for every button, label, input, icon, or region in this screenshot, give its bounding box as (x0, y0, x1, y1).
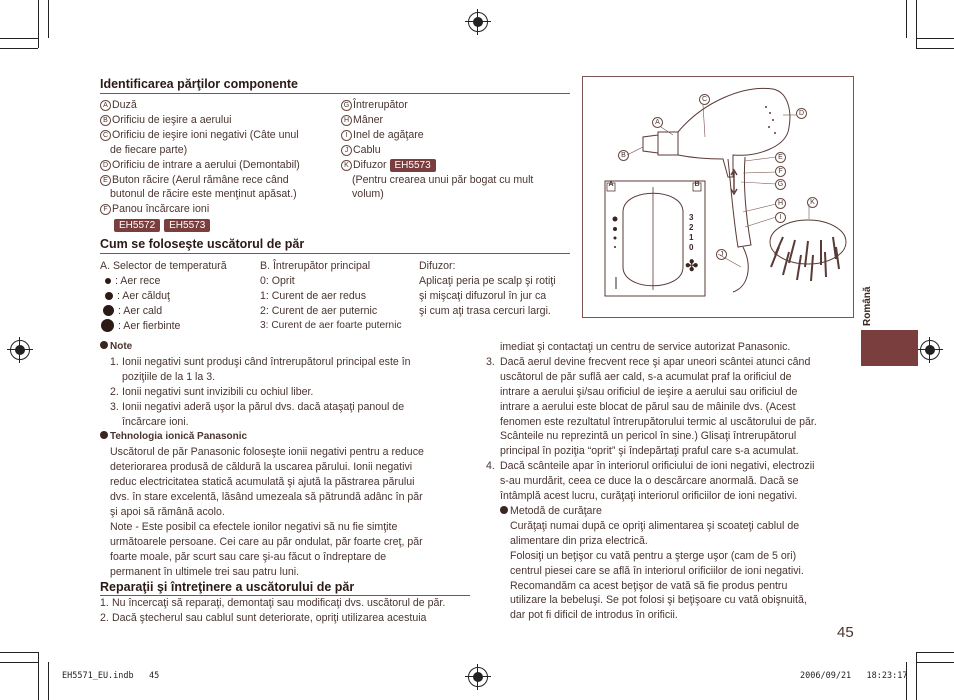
note-item: 1. Ionii negativi sunt produşi când întrerupătorul principal este în (110, 355, 411, 368)
switch-item: 3: Curent de aer foarte puternic (260, 319, 402, 331)
diffuser-note: (Pentru crearea unui păr bogat cu mult (352, 173, 534, 186)
part-item-a: A Duză (100, 98, 345, 113)
label-f-icon: F (100, 204, 111, 215)
section-title-parts: Identificarea părţilor componente (100, 77, 298, 91)
panel-a-label: A (608, 181, 614, 188)
switch-item: 1: Curent de aer redus (260, 289, 366, 302)
part-item-h: H Mâner (341, 113, 566, 128)
note-item: 2. Ionii negativi sunt invizibili cu ochiul liber. (110, 385, 314, 398)
repair-item: 2. Dacă ştecherul sau cablul sunt deteriorate, opriţi utilizarea acestuia (100, 611, 427, 624)
temp-item: : Aer cald (100, 304, 260, 319)
label-g-icon: G (341, 100, 352, 111)
diagram-label-a-icon: A (652, 117, 663, 128)
part-item-f: F Panou încărcare ioni (100, 202, 345, 217)
repair-item: 1. Nu încercaţi să reparaţi, demontaţi sau modificaţi dvs. uscătorul de păr. (100, 597, 446, 609)
intake-holes (765, 106, 776, 134)
notes-block: Note 1. Ionii negativi sunt produşi când întrerupătorul principal este în poziţiile de la 1 la 3. 2. Ionii negativi sunt invizibili cu ochiul liber. 3. Ionii negativi aderă uşor la părul dvs. dacă ataşaţi panoul de încărcare ioni. Tehnologia ionică Panasonic Uscătorul de păr Panasonic foloseşte ionii negativi pentru a reduce deteriorarea produsă de căldură la uscarea părului. Ionii negativi reduc electricitatea statică acumulată şi ajută la păstrarea părului dvs. în stare excelentă, lăsând umezeala să pătrundă adânc în păr şi apoi să rămână acolo. Note - Este posibil ca efectele ionilor negativi să nu fie simţite următoarele persoane. Cei care au păr ondulat, păr foarte creţ, păr foarte moale, păr scurt sau care şi-au făcut o îndreptare de permanent în ultimele trei sau patru luni. (100, 340, 470, 580)
registration-mark-top (468, 12, 488, 32)
label-h-icon: H (341, 115, 352, 126)
language-tab (861, 330, 918, 366)
main-switch-heading: B. Întrerupător principal (260, 260, 371, 272)
switch-positions: 3 2 1 0 (689, 213, 694, 252)
part-item-j: J Cablu (341, 143, 566, 158)
nozzle-outline (658, 132, 678, 155)
footer-filename: EH5571_EU.indb 45 (62, 671, 160, 681)
diagram-label-h-icon: H (775, 198, 786, 209)
switch-item: 0: Oprit (260, 274, 295, 287)
part-item-e: E Buton răcire (Aerul rămâne rece când butonul de răcire este menţinut apăsat.) (100, 173, 345, 203)
label-i-icon: I (341, 130, 352, 141)
notes-heading: Note (100, 340, 470, 355)
temperature-selector-col (100, 259, 260, 334)
fan-icon: ✤ (685, 258, 699, 275)
diagram-label-g-icon: G (775, 179, 786, 190)
page-number: 45 (837, 624, 854, 641)
model-tag: EH5572 (114, 219, 160, 232)
tech-heading: Tehnologia ionică Panasonic (100, 430, 470, 445)
model-tag: EH5573 (164, 219, 210, 232)
tech-paragraph: Uscătorul de păr Panasonic foloseşte ionii negativi pentru a reduce deteriorarea produsă de căldură la uscarea părului. Ionii negativi reduc electricitatea statică acumulată şi ajută la păstrarea părului dvs. în stare excelentă, lăsând umezeala să pătrundă adânc în păr şi apoi să rămână acolo. Note - Este posibil ca efectele ionilor negativi să nu fie simţite următoarele persoane. Cei care au păr ondulat, păr foarte creţ, păr foarte moale, păr scurt sau care şi-au făcut o îndreptare de permanent în ultimele trei sau patru luni. (110, 446, 424, 578)
repair-continued: imediat şi contactaţi un centru de service autorizat Panasonic. 3. Dacă aerul devine frecvent rece şi apar uneori scântei atunci când uscătorul de păr suflă aer cald, s-a acumulat praf la orificiul de intrare a aerului şi/sau orificiul de ieşire a aerului sau orificiul de intrare a aerului este blocat de părul sau de mâinile dvs. (Acest fenomen este rezultatul întrerupătorului termic al uscătorului de păr. Scânteile nu reprezintă un pericol în sine.) Glisaţi întrerupătorul principal în poziţia “oprit” şi îndepărtaţi praful care s-a acumulat. 4. Dacă scânteile apar în interiorul orificiului de ioni negativi, electrozii s-au murdărit, ceea ce duce la o descărcare anormală. Dacă se întâmplă acest lucru, curăţaţi interiorul orificiilor de ioni negativi. Metodă de curăţare Curăţaţi numai după ce opriţi alimentarea şi scoateţi cablul de alimentare din priza electrică. Folosiţi un beţişor cu vată pentru a şterge uşor (cam de 5 ori) centrul piesei care se află în interiorul orificiilor de ioni negativi. Recomandăm ca acest beţişor de vată să fie produs pentru utilizare la bebeluşi. Se pot folosi şi beţişoare cu vată obişnuită, dar pot fi dificil de introdus în orificii. (486, 340, 851, 623)
cleaning-method-text: Curăţaţi numai după ce opriţi alimentarea şi scoateţi cablul de alimentare din priza electrică. Folosiţi un beţişor cu vată pentru a şterge uşor (cam de 5 ori) centrul piesei care se află în interiorul orificiilor de ioni negativi. Recomandăm ca acest beţişor de vată să fie produs pentru utilizare la bebeluşi. Se pot folosi şi beţişoare cu vată obişnuită, dar pot fi dificil de introdus în orificii. (510, 519, 807, 622)
part-item-k: K Difuzor EH5573 (341, 158, 566, 173)
diagram-label-i-icon: I (775, 212, 786, 223)
label-a-icon: A (100, 100, 111, 111)
bullet-icon (100, 431, 108, 439)
section-title-repair: Reparaţii şi întreţinere a uscătorului de păr (100, 580, 355, 594)
diffuser-col: Difuzor: Aplicaţi peria pe scalp şi rotiţi şi mişcaţi difuzorul în jur ca şi cum aţi trasa cercuri largi. (419, 259, 571, 319)
diagram-label-b-icon: B (618, 150, 629, 161)
cord (733, 247, 748, 292)
part-item-g: G Întrerupător (341, 98, 566, 113)
temp-selector-heading: A. Selector de temperatură (100, 260, 227, 272)
diagram-label-c-icon: C (699, 94, 710, 105)
part-item-i: I Inel de agăţare (341, 128, 566, 143)
label-e-icon: E (100, 175, 111, 186)
repair-item-3: 3. Dacă aerul devine frecvent rece şi apar uneori scântei atunci când uscătorul de păr suflă aer cald, s-a acumulat praf la orificiul de intrare a aerului şi/sau orificiul de ieşire a aerului sau orificiul de intrare a aerului este blocat de părul sau de mâinile dvs. (Acest fenomen este rezultatul întrerupătorului termic al uscătorului de păr. Scânteile nu reprezintă un pericol în sine.) Glisaţi întrerupătorul principal în poziţia “oprit” şi îndepărtaţi praful care s-a acumulat. (486, 355, 817, 458)
bullet-icon (100, 341, 108, 349)
diffuser-heading: Difuzor: (419, 260, 456, 272)
bullet-icon (500, 506, 508, 514)
label-j-icon: J (341, 145, 352, 156)
hair-dryer-diagram (582, 76, 854, 318)
registration-mark-left (10, 340, 30, 360)
part-item-b: B Orificiu de ieşire a aerului (100, 113, 345, 128)
handle-outline (728, 157, 751, 247)
parts-list-right (341, 98, 566, 202)
temp-dot-icon (103, 305, 114, 316)
diagram-label-e-icon: E (775, 152, 786, 163)
cleaning-method-heading: Metodă de curăţare (486, 504, 851, 519)
label-k-icon: K (341, 160, 352, 171)
section-title-usage: Cum se foloseşte uscătorul de păr (100, 237, 305, 251)
part-item-d: D Orificiu de intrare a aerului (Demontabil) (100, 158, 345, 173)
temp-item: : Aer călduţ (100, 289, 260, 304)
diagram-label-d-icon: D (796, 108, 807, 119)
divider (100, 93, 570, 94)
note-item: 3. Ionii negativi aderă uşor la părul dvs. dacă ataşaţi panoul de (110, 400, 405, 413)
parts-list-left (100, 98, 345, 233)
temperature-dots (613, 217, 618, 249)
temp-dot-icon (105, 278, 111, 284)
registration-mark-right (920, 340, 940, 360)
dryer-body-outline (678, 88, 790, 177)
model-tag: EH5573 (390, 159, 436, 172)
diagram-label-j-icon: J (716, 249, 727, 260)
diffuser-note-2: volum) (352, 188, 384, 201)
temp-item: : Aer fierbinte (100, 319, 260, 334)
label-c-icon: C (100, 130, 111, 141)
diagram-label-k-icon: K (807, 197, 818, 208)
temp-dot-icon (101, 319, 114, 332)
label-b-icon: B (100, 115, 111, 126)
footer-timestamp: 2006/09/21 18:23:17 (800, 671, 908, 681)
panel-b-label: B (694, 181, 700, 188)
repair-list (100, 596, 475, 626)
diffuser-illustration (770, 220, 846, 281)
part-item-c: C Orificiu de ieşire ioni negativi (Câte unul de fiecare parte) (100, 128, 345, 158)
diagram-label-f-icon: F (775, 166, 786, 177)
main-switch-col (260, 259, 420, 334)
label-d-icon: D (100, 160, 111, 171)
temp-dot-icon (105, 292, 113, 300)
switch-item: 2: Curent de aer puternic (260, 304, 378, 317)
divider (100, 253, 570, 254)
language-label: Română (862, 286, 873, 326)
model-tags (100, 218, 345, 233)
slide-arrow-icon (731, 170, 737, 194)
temp-item: : Aer rece (100, 274, 260, 289)
registration-mark-bottom (468, 667, 488, 687)
repair-item-4: 4. Dacă scânteile apar în interiorul orificiului de ioni negativi, electrozii s-au murdărit, ceea ce duce la o descărcare anormală. Dacă se întâmplă acest lucru, curăţaţi interiorul orificiilor de ioni negativi. (486, 460, 815, 503)
